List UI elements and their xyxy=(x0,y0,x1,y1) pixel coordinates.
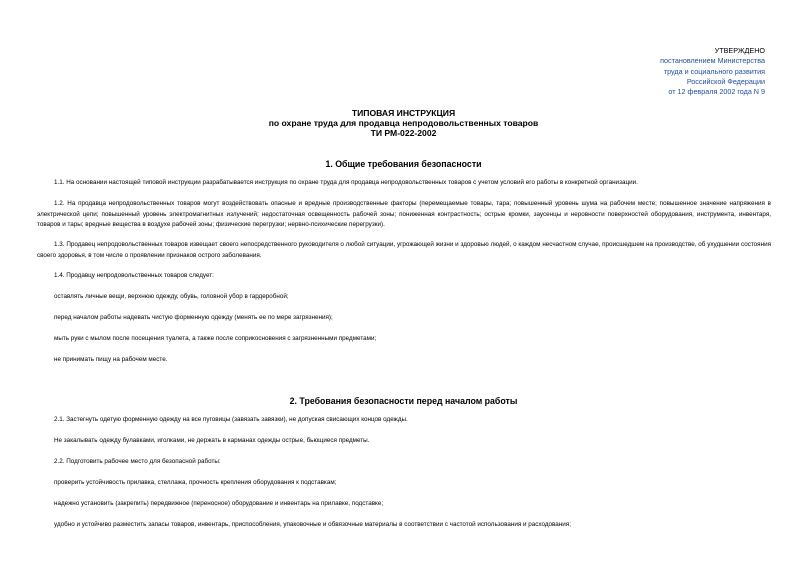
title-line-2: по охране труда для продавца непродовольственных товаров xyxy=(268,118,539,129)
approval-date-link[interactable]: от 12 февраля 2002 года N 9 xyxy=(668,87,765,97)
list-item: мыть руки с мылом после посещения туалета, а также после соприкосновения с загрязненными предметами; xyxy=(54,335,377,342)
paragraph-2-1: 2.1. Застегнуть одетую форменную одежду на все пуговицы (завязать завязки), не допуская свисающих концов одежды. xyxy=(54,416,408,423)
document-title xyxy=(0,108,807,139)
approval-ministry-link[interactable]: труда и социального развития xyxy=(663,66,765,76)
list-item: оставлять личные вещи, верхнюю одежду, обувь, головной убор в гардеробной; xyxy=(54,293,289,300)
title-line-1: ТИПОВАЯ ИНСТРУКЦИЯ xyxy=(351,108,456,118)
paragraph-1-1: 1.1. На основании настоящей типовой инструкции разрабатывается инструкция по охране труда для продавца непродовольственных товаров с учетом условий его работы в конкретной организации. xyxy=(54,179,638,186)
section-1-heading: 1. Общие требования безопасности xyxy=(325,159,482,169)
paragraph-1-2: 1.2. На продавца непродовольственных товаров могут воздействовать опасные и вредные производственные факторы (перемещаемые товары, тара; повышенный уровень шума на рабочем месте; повышенное значение напряжения в электрической цепи; повышенный уровень электромагнитных излучений; недостаточная освещенность рабочей зоны; пониженная контрастность; острые кромки, заусенцы и неровности поверхностей оборудования, инструмента, инвентаря, товаров и тары; вредные вещества в воздухе рабочей зоны; физические перегрузки; нервно-психические перегрузки). xyxy=(37,200,771,229)
list-item: перед началом работы надевать чистую форменную одежду (менять ее по мере загрязнения); xyxy=(54,314,333,321)
approval-heading: УТВЕРЖДЕНО xyxy=(714,46,765,55)
section-2-heading: 2. Требования безопасности перед началом работы xyxy=(289,396,518,406)
paragraph-1-3: 1.3. Продавец непродовольственных товаров извещает своего непосредственного руководителя о любой ситуации, угрожающей жизни и здоровью людей, о каждом несчастном случае, происшедшем на производстве, об ухудшении состояния своего здоровья, в том числе о проявлении признаков острого заболевания. xyxy=(37,241,771,259)
list-item: надежно установить (закрепить) передвижное (переносное) оборудование и инвентарь на прилавке, подставке; xyxy=(54,500,384,507)
list-item: удобно и устойчиво разместить запасы товаров, инвентарь, приспособления, упаковочные и обвязочные материалы в соответствии с частотой использования и расходования; xyxy=(54,521,571,528)
list-item: не принимать пищу на рабочем месте. xyxy=(54,356,168,363)
list-item: проверить устойчивость прилавка, стеллажа, прочность крепления оборудования к подставкам; xyxy=(54,479,337,486)
approval-block xyxy=(660,46,765,97)
paragraph-2-2: 2.2. Подготовить рабочее место для безопасной работы: xyxy=(54,458,221,465)
approval-decree-link[interactable]: постановлением Министерства xyxy=(660,56,765,66)
approval-federation-link[interactable]: Российской Федерации xyxy=(686,76,765,86)
paragraph-1-4: 1.4. Продавцу непродовольственных товаров следует: xyxy=(54,272,214,279)
title-line-3: ТИ РМ-022-2002 xyxy=(370,128,437,139)
paragraph-2-1-note: Не закалывать одежду булавками, иголками, не держать в карманах одежды острые, бьющиеся предметы. xyxy=(54,437,370,444)
